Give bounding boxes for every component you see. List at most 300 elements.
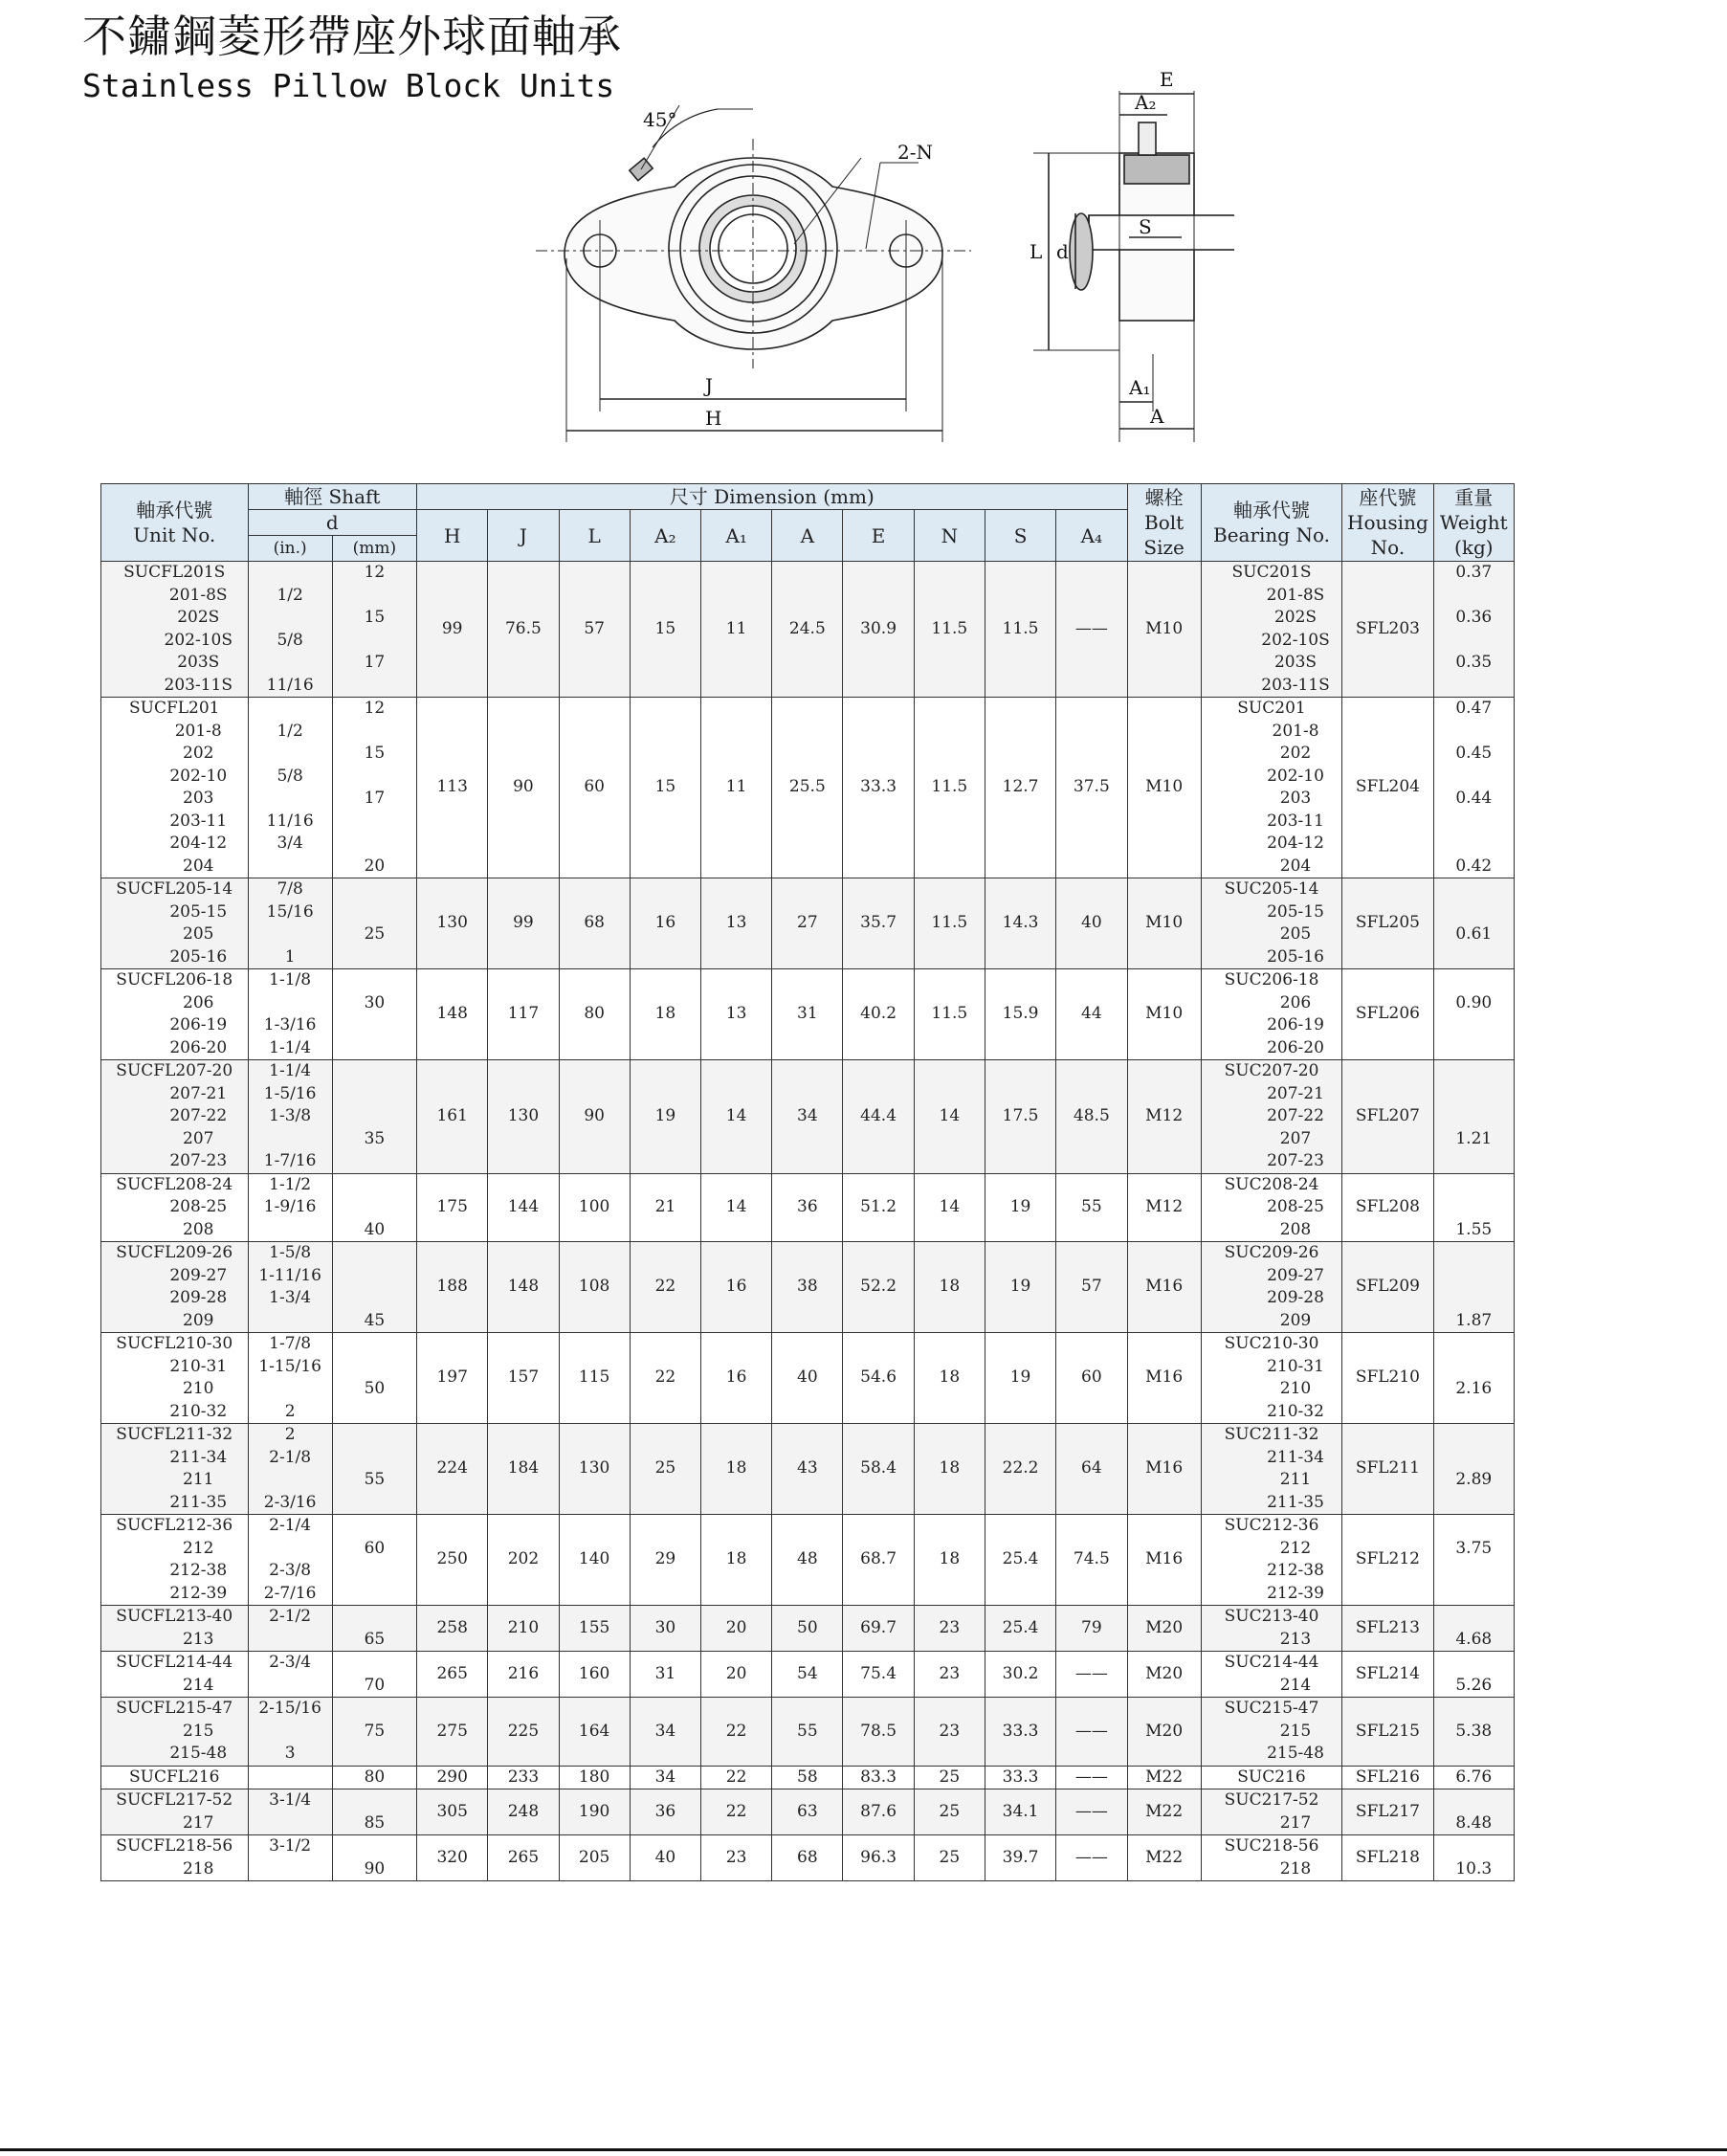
dim-a4-cell: 55: [1056, 1173, 1127, 1242]
shaft-mm-cell: 70: [332, 1652, 416, 1698]
dim-a-cell: 68: [772, 1835, 843, 1881]
dim-e-cell: 44.4: [843, 1060, 914, 1174]
dim-a4-cell: ——: [1056, 1835, 1127, 1881]
weight-cell: 5.38: [1433, 1698, 1514, 1767]
dim-h-cell: 161: [417, 1060, 488, 1174]
dim-s-cell: 19: [985, 1333, 1055, 1424]
dim-s-cell: 14.3: [985, 878, 1055, 969]
dim-a2-cell: 30: [630, 1606, 700, 1652]
dim-j-cell: 148: [488, 1242, 559, 1333]
d-label: d: [1056, 240, 1069, 263]
dim-l-cell: 90: [559, 1060, 630, 1174]
dim-h-cell: 197: [417, 1333, 488, 1424]
h-label: H: [705, 407, 722, 430]
dim-s-cell: 19: [985, 1242, 1055, 1333]
bearing-no-cell: SUC208-24 208-25 208: [1201, 1173, 1341, 1242]
table-row: [101, 1698, 1515, 1767]
weight-header: 重量 Weight (kg): [1433, 484, 1514, 562]
shaft-mm-cell: 80: [332, 1766, 416, 1789]
dim-j-cell: 265: [488, 1835, 559, 1881]
dim-a1-cell: 16: [701, 1242, 772, 1333]
dim-a1-cell: 18: [701, 1424, 772, 1515]
technical-drawing: [507, 67, 1234, 445]
dim-h-cell: 258: [417, 1606, 488, 1652]
dim-l-cell: 180: [559, 1766, 630, 1789]
dim-j-cell: 90: [488, 698, 559, 878]
dim-l-cell: 80: [559, 969, 630, 1060]
bearing-no-cell: SUC210-30 210-31 210 210-32: [1201, 1333, 1341, 1424]
unit-no-cell: SUCFL212-36 212 212-38 212-39: [101, 1515, 249, 1606]
dim-a1-cell: 22: [701, 1698, 772, 1767]
dim-e-cell: 33.3: [843, 698, 914, 878]
dim-a4-cell: 40: [1056, 878, 1127, 969]
bolt-size-cell: M22: [1127, 1789, 1201, 1835]
dim-a2-cell: 22: [630, 1333, 700, 1424]
dim-a4-cell: 60: [1056, 1333, 1127, 1424]
dim-l-cell: 57: [559, 562, 630, 698]
dim-n-cell: 18: [914, 1424, 985, 1515]
dim-l-cell: 108: [559, 1242, 630, 1333]
dim-a2-cell: 31: [630, 1652, 700, 1698]
dim-n-cell: 14: [914, 1173, 985, 1242]
dim-h-cell: 113: [417, 698, 488, 878]
unit-no-cell: SUCFL216: [101, 1766, 249, 1789]
unit-no-cell: SUCFL205-14 205-15 205 205-16: [101, 878, 249, 969]
dim-j-cell: 233: [488, 1766, 559, 1789]
dim-a-cell: 36: [772, 1173, 843, 1242]
unit-no-cell: SUCFL208-24 208-25 208: [101, 1173, 249, 1242]
shaft-inch-cell: 7/8 15/16 1: [248, 878, 332, 969]
dim-a2-cell: 25: [630, 1424, 700, 1515]
housing-no-cell: SFL214: [1342, 1652, 1433, 1698]
shaft-mm-cell: 40: [332, 1173, 416, 1242]
bearing-no-cell: SUC213-40 213: [1201, 1606, 1341, 1652]
shaft-mm-cell: 12 15 17 20: [332, 698, 416, 878]
dim-e-cell: 58.4: [843, 1424, 914, 1515]
bearing-no-cell: SUC201 201-8 202 202-10 203 203-11 204-12 204: [1201, 698, 1341, 878]
bearing-no-header: 軸承代號 Bearing No.: [1201, 484, 1341, 562]
dim-e-cell: 40.2: [843, 969, 914, 1060]
bolt-size-cell: M10: [1127, 562, 1201, 698]
table-row: [101, 1835, 1515, 1881]
dim-j-cell: 117: [488, 969, 559, 1060]
dim-e-cell: 69.7: [843, 1606, 914, 1652]
shaft-inch-header: (in.): [248, 536, 332, 562]
weight-cell: 1.21: [1433, 1060, 1514, 1174]
housing-no-cell: SFL204: [1342, 698, 1433, 878]
dim-a4-cell: ——: [1056, 562, 1127, 698]
weight-cell: 2.89: [1433, 1424, 1514, 1515]
unit-no-cell: SUCFL214-44 214: [101, 1652, 249, 1698]
dim-a4-cell: ——: [1056, 1652, 1127, 1698]
dim-a4-cell: 74.5: [1056, 1515, 1127, 1606]
dim-a1-cell: 11: [701, 698, 772, 878]
housing-no-cell: SFL207: [1342, 1060, 1433, 1174]
dim-n-cell: 18: [914, 1515, 985, 1606]
dim-a1-cell: 13: [701, 969, 772, 1060]
housing-no-cell: SFL211: [1342, 1424, 1433, 1515]
dim-a4-cell: 37.5: [1056, 698, 1127, 878]
dim-h-cell: 148: [417, 969, 488, 1060]
dim-n-cell: 14: [914, 1060, 985, 1174]
shaft-inch-cell: 1-5/8 1-11/16 1-3/4: [248, 1242, 332, 1333]
dim-e-cell: 30.9: [843, 562, 914, 698]
weight-cell: 0.47 0.45 0.44 0.42: [1433, 698, 1514, 878]
unit-no-cell: SUCFL213-40 213: [101, 1606, 249, 1652]
table-row: [101, 1652, 1515, 1698]
dim-l-cell: 155: [559, 1606, 630, 1652]
dim-a-cell: 63: [772, 1789, 843, 1835]
shaft-inch-cell: 2 2-1/8 2-3/16: [248, 1424, 332, 1515]
unit-no-cell: SUCFL209-26 209-27 209-28 209: [101, 1242, 249, 1333]
dim-h-cell: 175: [417, 1173, 488, 1242]
dim-l-cell: 68: [559, 878, 630, 969]
e-label: E: [1160, 68, 1174, 91]
a1-label: A₁: [1129, 376, 1151, 399]
dim-s-cell: 22.2: [985, 1424, 1055, 1515]
dim-l-cell: 205: [559, 1835, 630, 1881]
dim-a1-cell: 11: [701, 562, 772, 698]
bolt-size-cell: M16: [1127, 1515, 1201, 1606]
bearing-no-cell: SUC218-56 218: [1201, 1835, 1341, 1881]
dim-j-cell: 225: [488, 1698, 559, 1767]
shaft-mm-header: (mm): [332, 536, 416, 562]
table-row: [101, 1515, 1515, 1606]
dim-h-cell: 265: [417, 1652, 488, 1698]
dim-a2-cell: 16: [630, 878, 700, 969]
dim-a1-cell: 20: [701, 1606, 772, 1652]
dim-a4-cell: 79: [1056, 1606, 1127, 1652]
table-body: [101, 562, 1515, 1881]
dim-l-cell: 164: [559, 1698, 630, 1767]
bearing-no-cell: SUC217-52 217: [1201, 1789, 1341, 1835]
bolt-size-cell: M10: [1127, 969, 1201, 1060]
bolt-size-cell: M12: [1127, 1060, 1201, 1174]
shaft-inch-cell: 2-15/16 3: [248, 1698, 332, 1767]
weight-cell: 3.75: [1433, 1515, 1514, 1606]
dim-a2-cell: 15: [630, 562, 700, 698]
dim-n-header: N: [914, 510, 985, 562]
unit-no-cell: SUCFL210-30 210-31 210 210-32: [101, 1333, 249, 1424]
weight-cell: 1.55: [1433, 1173, 1514, 1242]
table-row: [101, 562, 1515, 698]
dim-s-cell: 19: [985, 1173, 1055, 1242]
shaft-mm-cell: 45: [332, 1242, 416, 1333]
dim-e-cell: 83.3: [843, 1766, 914, 1789]
dim-n-cell: 25: [914, 1789, 985, 1835]
bolt-size-cell: M22: [1127, 1835, 1201, 1881]
bolt-size-cell: M20: [1127, 1652, 1201, 1698]
dim-a1-cell: 20: [701, 1652, 772, 1698]
bearing-no-cell: SUC212-36 212 212-38 212-39: [1201, 1515, 1341, 1606]
dim-s-cell: 11.5: [985, 562, 1055, 698]
bearing-no-cell: SUC205-14 205-15 205 205-16: [1201, 878, 1341, 969]
dim-a1-cell: 14: [701, 1173, 772, 1242]
dim-a4-cell: ——: [1056, 1789, 1127, 1835]
angle-label: 45°: [643, 108, 677, 131]
unit-no-cell: SUCFL218-56 218: [101, 1835, 249, 1881]
dim-a1-cell: 14: [701, 1060, 772, 1174]
dim-e-cell: 75.4: [843, 1652, 914, 1698]
table-row: [101, 1766, 1515, 1789]
dim-e-cell: 68.7: [843, 1515, 914, 1606]
dim-a-cell: 48: [772, 1515, 843, 1606]
dim-a-cell: 54: [772, 1652, 843, 1698]
dim-a4-header: A₄: [1056, 510, 1127, 562]
dim-a-cell: 43: [772, 1424, 843, 1515]
page-subtitle: Stainless Pillow Block Units: [82, 67, 615, 104]
weight-cell: 4.68: [1433, 1606, 1514, 1652]
l-label: L: [1030, 240, 1043, 263]
dim-e-cell: 51.2: [843, 1173, 914, 1242]
dim-a-cell: 34: [772, 1060, 843, 1174]
dim-h-cell: 99: [417, 562, 488, 698]
dim-j-cell: 202: [488, 1515, 559, 1606]
dim-n-cell: 23: [914, 1698, 985, 1767]
unit-no-cell: SUCFL201S 201-8S 202S 202-10S 203S 203-11S: [101, 562, 249, 698]
dim-a2-cell: 22: [630, 1242, 700, 1333]
dim-j-cell: 184: [488, 1424, 559, 1515]
dim-a4-cell: ——: [1056, 1698, 1127, 1767]
dim-a4-cell: ——: [1056, 1766, 1127, 1789]
dim-e-cell: 87.6: [843, 1789, 914, 1835]
shaft-mm-cell: 55: [332, 1424, 416, 1515]
dim-a4-cell: 64: [1056, 1424, 1127, 1515]
table-row: [101, 698, 1515, 878]
dim-a2-cell: 40: [630, 1835, 700, 1881]
a2-label: A₂: [1135, 91, 1157, 114]
table-row: [101, 1606, 1515, 1652]
bolt-size-cell: M16: [1127, 1424, 1201, 1515]
shaft-mm-cell: 35: [332, 1060, 416, 1174]
holes-label: 2-N: [897, 141, 933, 164]
s-label: S: [1139, 215, 1152, 238]
dim-s-cell: 33.3: [985, 1766, 1055, 1789]
dim-h-cell: 290: [417, 1766, 488, 1789]
unit-no-cell: SUCFL217-52 217: [101, 1789, 249, 1835]
housing-no-cell: SFL208: [1342, 1173, 1433, 1242]
unit-no-header: 軸承代號 Unit No.: [101, 484, 249, 562]
dim-a2-cell: 29: [630, 1515, 700, 1606]
bearing-no-cell: SUC206-18 206 206-19 206-20: [1201, 969, 1341, 1060]
shaft-inch-cell: 3-1/2: [248, 1835, 332, 1881]
dim-s-cell: 15.9: [985, 969, 1055, 1060]
housing-no-cell: SFL216: [1342, 1766, 1433, 1789]
unit-no-cell: SUCFL201 201-8 202 202-10 203 203-11 204-12 204: [101, 698, 249, 878]
housing-no-cell: SFL209: [1342, 1242, 1433, 1333]
dim-l-cell: 130: [559, 1424, 630, 1515]
dim-e-cell: 54.6: [843, 1333, 914, 1424]
table-row: [101, 1060, 1515, 1174]
dim-a1-cell: 23: [701, 1835, 772, 1881]
dim-l-cell: 190: [559, 1789, 630, 1835]
dim-h-cell: 305: [417, 1789, 488, 1835]
dim-a-cell: 31: [772, 969, 843, 1060]
dim-h-cell: 130: [417, 878, 488, 969]
shaft-inch-cell: [248, 1766, 332, 1789]
table-row: [101, 1333, 1515, 1424]
dim-h-header: H: [417, 510, 488, 562]
dim-j-cell: 248: [488, 1789, 559, 1835]
dim-s-cell: 30.2: [985, 1652, 1055, 1698]
dim-a-cell: 50: [772, 1606, 843, 1652]
housing-no-header: 座代號 Housing No.: [1342, 484, 1433, 562]
dim-a-cell: 38: [772, 1242, 843, 1333]
housing-no-cell: SFL217: [1342, 1789, 1433, 1835]
shaft-mm-cell: 85: [332, 1789, 416, 1835]
dimension-table: [100, 483, 1515, 1881]
dim-a2-cell: 34: [630, 1698, 700, 1767]
dim-s-header: S: [985, 510, 1055, 562]
housing-no-cell: SFL205: [1342, 878, 1433, 969]
dim-j-cell: 210: [488, 1606, 559, 1652]
dim-a-cell: 40: [772, 1333, 843, 1424]
dim-j-header: J: [488, 510, 559, 562]
dim-l-cell: 60: [559, 698, 630, 878]
dim-l-cell: 160: [559, 1652, 630, 1698]
dim-a-header: A: [772, 510, 843, 562]
weight-cell: 1.87: [1433, 1242, 1514, 1333]
dim-a4-cell: 48.5: [1056, 1060, 1127, 1174]
dim-j-cell: 144: [488, 1173, 559, 1242]
weight-cell: 10.3: [1433, 1835, 1514, 1881]
shaft-mm-cell: 30: [332, 969, 416, 1060]
bearing-no-cell: SUC201S 201-8S 202S 202-10S 203S 203-11S: [1201, 562, 1341, 698]
housing-no-cell: SFL215: [1342, 1698, 1433, 1767]
shaft-inch-cell: 2-3/4: [248, 1652, 332, 1698]
dim-a1-cell: 13: [701, 878, 772, 969]
housing-no-cell: SFL212: [1342, 1515, 1433, 1606]
bolt-size-cell: M16: [1127, 1333, 1201, 1424]
dim-s-cell: 33.3: [985, 1698, 1055, 1767]
dim-n-cell: 18: [914, 1333, 985, 1424]
bolt-size-cell: M20: [1127, 1606, 1201, 1652]
dim-h-cell: 250: [417, 1515, 488, 1606]
footer-divider: [0, 2148, 1727, 2151]
weight-cell: 6.76: [1433, 1766, 1514, 1789]
unit-no-cell: SUCFL211-32 211-34 211 211-35: [101, 1424, 249, 1515]
unit-no-cell: SUCFL215-47 215 215-48: [101, 1698, 249, 1767]
bolt-size-cell: M10: [1127, 698, 1201, 878]
dim-j-cell: 76.5: [488, 562, 559, 698]
dim-n-cell: 23: [914, 1606, 985, 1652]
bearing-no-cell: SUC211-32 211-34 211 211-35: [1201, 1424, 1341, 1515]
dim-a1-cell: 16: [701, 1333, 772, 1424]
dim-j-cell: 130: [488, 1060, 559, 1174]
dim-a2-header: A₂: [630, 510, 700, 562]
dim-s-cell: 25.4: [985, 1515, 1055, 1606]
dim-n-cell: 11.5: [914, 698, 985, 878]
shaft-inch-cell: 1-1/8 1-3/16 1-1/4: [248, 969, 332, 1060]
shaft-inch-cell: 1/2 5/8 11/16 3/4: [248, 698, 332, 878]
unit-no-cell: SUCFL206-18 206 206-19 206-20: [101, 969, 249, 1060]
dim-a-cell: 24.5: [772, 562, 843, 698]
dim-n-cell: 18: [914, 1242, 985, 1333]
dimension-header: 尺寸 Dimension (mm): [417, 484, 1127, 510]
dim-a-cell: 27: [772, 878, 843, 969]
shaft-inch-cell: 1/2 5/8 11/16: [248, 562, 332, 698]
dim-n-cell: 25: [914, 1766, 985, 1789]
dim-h-cell: 320: [417, 1835, 488, 1881]
dim-a1-cell: 22: [701, 1766, 772, 1789]
table-row: [101, 969, 1515, 1060]
dim-h-cell: 275: [417, 1698, 488, 1767]
dim-a-cell: 25.5: [772, 698, 843, 878]
bearing-no-cell: SUC216: [1201, 1766, 1341, 1789]
table-row: [101, 878, 1515, 969]
a-label: A: [1150, 405, 1164, 428]
weight-cell: 8.48: [1433, 1789, 1514, 1835]
housing-no-cell: SFL218: [1342, 1835, 1433, 1881]
dim-n-cell: 23: [914, 1652, 985, 1698]
shaft-mm-cell: 75: [332, 1698, 416, 1767]
dim-a-cell: 55: [772, 1698, 843, 1767]
weight-cell: 0.37 0.36 0.35: [1433, 562, 1514, 698]
dim-e-cell: 52.2: [843, 1242, 914, 1333]
dim-h-cell: 224: [417, 1424, 488, 1515]
dim-e-header: E: [843, 510, 914, 562]
table-row: [101, 1424, 1515, 1515]
shaft-header: 軸徑 Shaft: [248, 484, 417, 510]
bearing-no-cell: SUC214-44 214: [1201, 1652, 1341, 1698]
dim-l-header: L: [559, 510, 630, 562]
dim-s-cell: 39.7: [985, 1835, 1055, 1881]
dim-a2-cell: 36: [630, 1789, 700, 1835]
table-row: [101, 1242, 1515, 1333]
dim-n-cell: 11.5: [914, 969, 985, 1060]
dim-n-cell: 11.5: [914, 878, 985, 969]
dim-s-cell: 25.4: [985, 1606, 1055, 1652]
dim-j-cell: 157: [488, 1333, 559, 1424]
shaft-mm-cell: 50: [332, 1333, 416, 1424]
bearing-no-cell: SUC207-20 207-21 207-22 207 207-23: [1201, 1060, 1341, 1174]
dim-n-cell: 25: [914, 1835, 985, 1881]
housing-no-cell: SFL203: [1342, 562, 1433, 698]
weight-cell: 0.90: [1433, 969, 1514, 1060]
shaft-inch-cell: 2-1/2: [248, 1606, 332, 1652]
bearing-no-cell: SUC215-47 215 215-48: [1201, 1698, 1341, 1767]
bolt-size-cell: M16: [1127, 1242, 1201, 1333]
dim-a2-cell: 19: [630, 1060, 700, 1174]
dim-a1-header: A₁: [701, 510, 772, 562]
shaft-inch-cell: 1-1/4 1-5/16 1-3/8 1-7/16: [248, 1060, 332, 1174]
shaft-mm-cell: 60: [332, 1515, 416, 1606]
page-title: 不鏽鋼菱形帶座外球面軸承: [82, 11, 622, 62]
shaft-d-header: d: [248, 510, 417, 536]
weight-cell: 5.26: [1433, 1652, 1514, 1698]
bolt-size-cell: M10: [1127, 878, 1201, 969]
bolt-size-cell: M20: [1127, 1698, 1201, 1767]
shaft-mm-cell: 25: [332, 878, 416, 969]
bolt-size-header: 螺栓 Bolt Size: [1127, 484, 1201, 562]
bearing-no-cell: SUC209-26 209-27 209-28 209: [1201, 1242, 1341, 1333]
dim-j-cell: 99: [488, 878, 559, 969]
shaft-mm-cell: 65: [332, 1606, 416, 1652]
dim-a2-cell: 34: [630, 1766, 700, 1789]
unit-no-cell: SUCFL207-20 207-21 207-22 207 207-23: [101, 1060, 249, 1174]
dim-e-cell: 78.5: [843, 1698, 914, 1767]
dim-a1-cell: 22: [701, 1789, 772, 1835]
shaft-inch-cell: 3-1/4: [248, 1789, 332, 1835]
dim-a2-cell: 15: [630, 698, 700, 878]
bolt-size-cell: M12: [1127, 1173, 1201, 1242]
weight-cell: 2.16: [1433, 1333, 1514, 1424]
housing-no-cell: SFL213: [1342, 1606, 1433, 1652]
dim-a2-cell: 18: [630, 969, 700, 1060]
shaft-mm-cell: 90: [332, 1835, 416, 1881]
table-row: [101, 1789, 1515, 1835]
housing-no-cell: SFL210: [1342, 1333, 1433, 1424]
